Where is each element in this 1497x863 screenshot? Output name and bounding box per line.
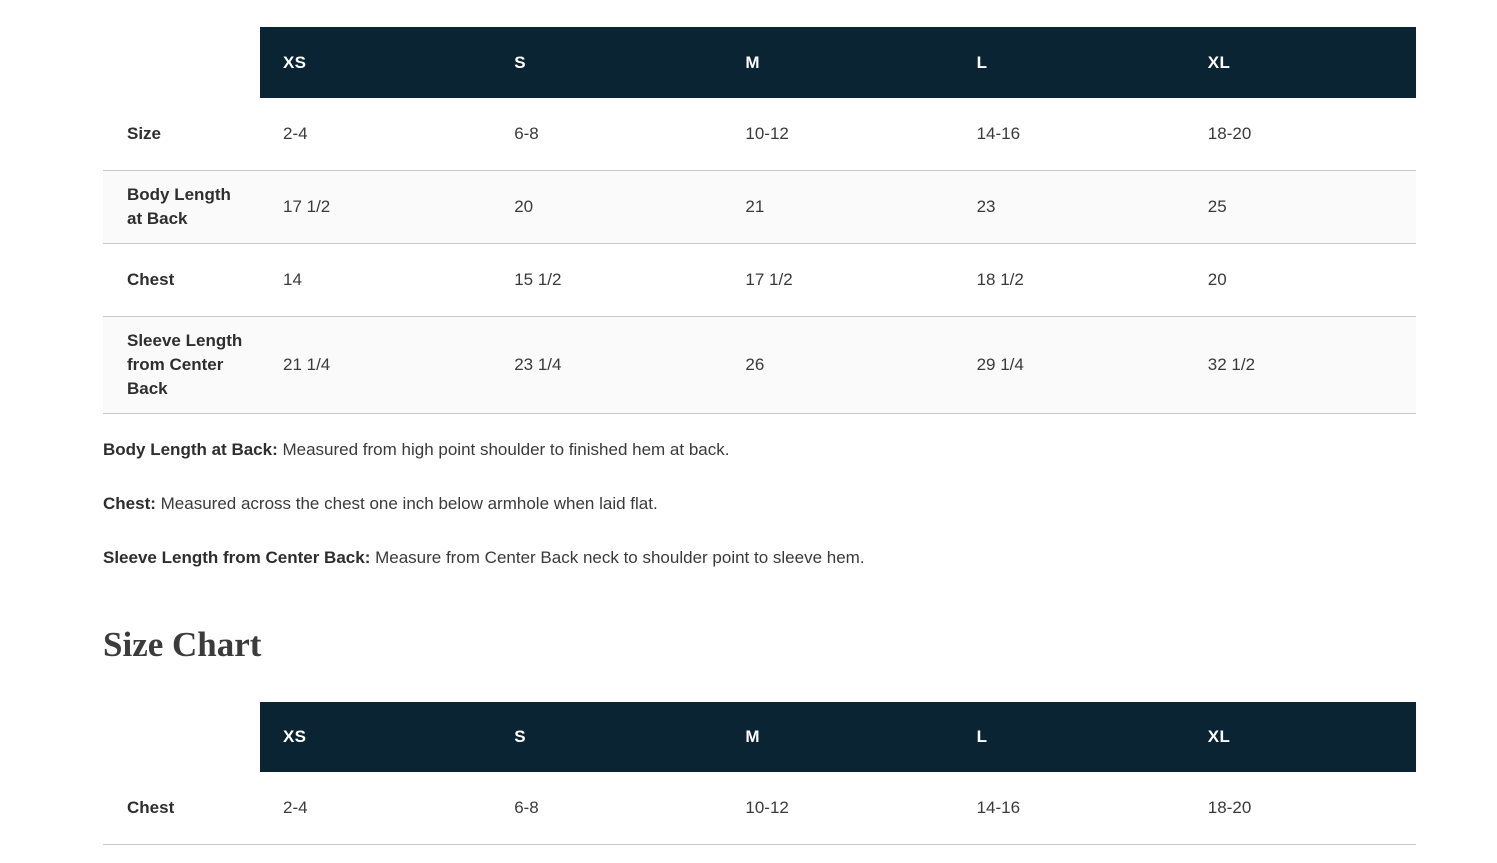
note-description: Measured across the chest one inch below armhole when laid flat.	[160, 494, 658, 513]
cell-value: 14-16	[976, 124, 1021, 143]
cell-value: 20	[1207, 270, 1227, 289]
cell-value: 15 1/2	[514, 270, 562, 289]
row-size	[103, 98, 1416, 171]
cell-value: 17 1/2	[745, 270, 793, 289]
cell-value: 2-4	[283, 124, 308, 143]
note-term: Sleeve Length from Center Back:	[103, 548, 371, 567]
column-header-l: L	[954, 27, 1185, 98]
cell-value: 26	[745, 355, 765, 374]
column-header-m: M	[722, 702, 953, 772]
size-chart-table-header	[103, 702, 1416, 772]
cell-value: 14-16	[976, 798, 1021, 817]
measurements-table-header	[103, 27, 1416, 98]
cell-value: 2-4	[283, 798, 308, 817]
note-term: Chest:	[103, 494, 156, 513]
note-sleeve-length	[103, 546, 1416, 570]
size-chart-table	[103, 702, 1416, 845]
cell-value: 20	[514, 197, 534, 216]
cell-value: 29 1/4	[976, 355, 1024, 374]
note-description: Measure from Center Back neck to shoulder point to sleeve hem.	[375, 548, 865, 567]
header-corner-cell	[103, 702, 260, 772]
cell-value: 21 1/4	[283, 355, 331, 374]
cell-value: 6-8	[514, 124, 539, 143]
column-header-l: L	[954, 702, 1185, 772]
cell-value: 23	[976, 197, 996, 216]
cell-value: 6-8	[514, 798, 539, 817]
column-header-xl: XL	[1185, 702, 1416, 772]
row-body-length-at-back	[103, 171, 1416, 244]
measurement-notes	[103, 438, 1416, 570]
row-label: Body Length at Back	[127, 185, 231, 228]
column-header-m: M	[722, 27, 953, 98]
row-label: Sleeve Length from Center Back	[127, 331, 243, 398]
cell-value: 18-20	[1207, 124, 1252, 143]
column-header-s: S	[491, 27, 722, 98]
row-label: Chest	[127, 270, 175, 289]
cell-value: 10-12	[745, 798, 789, 817]
cell-value: 25	[1207, 197, 1227, 216]
row-chest	[103, 772, 1416, 845]
cell-value: 14	[283, 270, 302, 289]
note-chest	[103, 492, 1416, 516]
column-header-s: S	[491, 702, 722, 772]
size-chart-heading: Size Chart	[103, 625, 262, 664]
row-label: Size	[127, 124, 162, 143]
note-term: Body Length at Back:	[103, 440, 278, 459]
cell-value: 21	[745, 197, 765, 216]
cell-value: 17 1/2	[283, 197, 331, 216]
row-label: Chest	[127, 798, 175, 817]
row-chest	[103, 244, 1416, 317]
cell-value: 32 1/2	[1207, 355, 1256, 374]
note-body-length	[103, 438, 1416, 462]
note-description: Measured from high point shoulder to finished hem at back.	[282, 440, 730, 459]
row-sleeve-length-from-center-back	[103, 317, 1416, 414]
cell-value: 18-20	[1207, 798, 1252, 817]
header-corner-cell	[103, 27, 260, 98]
column-header-xs: XS	[260, 27, 491, 98]
measurements-table	[103, 27, 1416, 414]
column-header-xl: XL	[1185, 27, 1416, 98]
cell-value: 10-12	[745, 124, 789, 143]
column-header-xs: XS	[260, 702, 491, 772]
cell-value: 18 1/2	[976, 270, 1024, 289]
cell-value: 23 1/4	[514, 355, 562, 374]
